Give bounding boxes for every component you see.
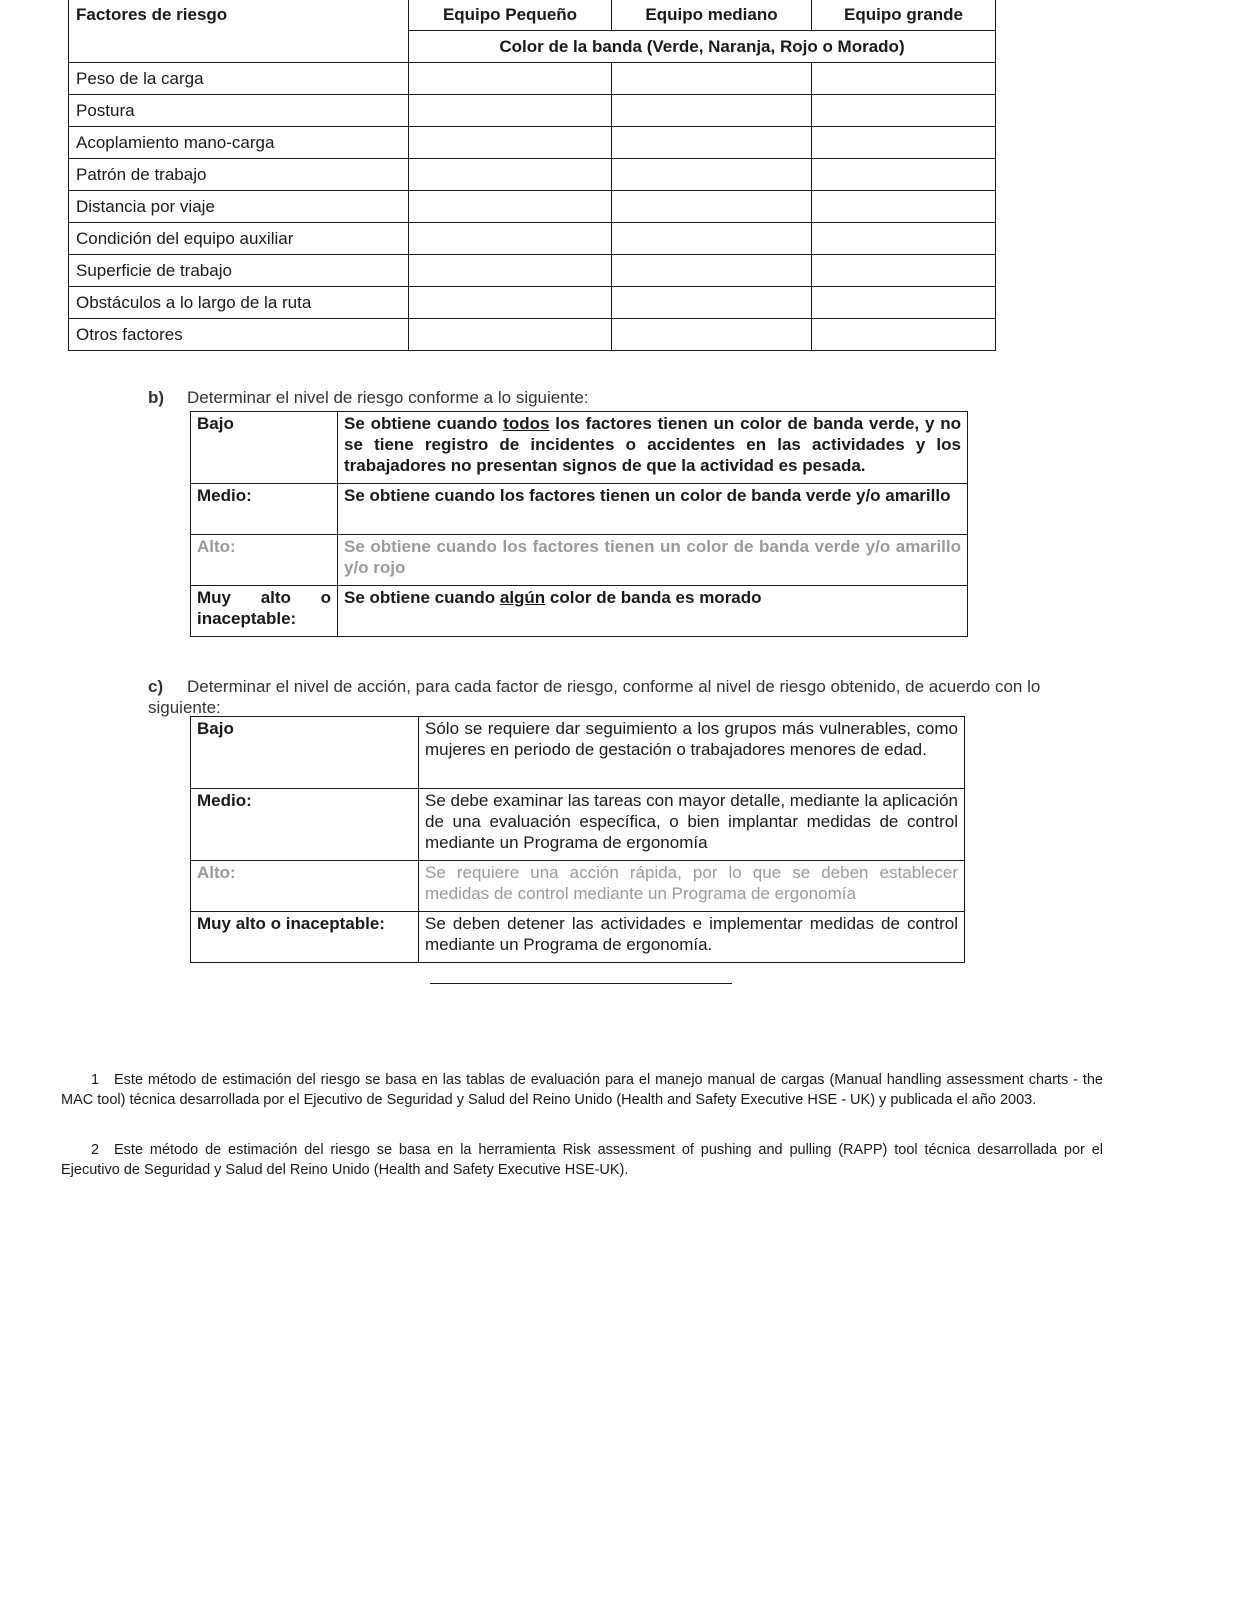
band-cell[interactable] xyxy=(409,159,612,191)
table-row xyxy=(69,63,996,95)
table-row xyxy=(69,255,996,287)
action-level-description: Sólo se requiere dar seguimiento a los grupos más vulnerables, como mujeres en periodo de gestación o trabajadores menores de edad. xyxy=(419,717,965,789)
table-row xyxy=(191,412,968,484)
table-row xyxy=(191,912,965,963)
table-row xyxy=(191,789,965,861)
band-cell[interactable] xyxy=(612,223,812,255)
band-cell[interactable] xyxy=(409,63,612,95)
factor-label: Otros factores xyxy=(69,319,409,351)
table-row xyxy=(69,127,996,159)
band-cell[interactable] xyxy=(612,255,812,287)
action-level-label: Alto: xyxy=(191,861,419,912)
footnote-separator xyxy=(430,983,732,984)
band-cell[interactable] xyxy=(409,95,612,127)
band-cell[interactable] xyxy=(612,159,812,191)
table-row xyxy=(69,159,996,191)
band-cell[interactable] xyxy=(812,223,996,255)
section-b-heading xyxy=(148,388,589,408)
footnote-number: 1 xyxy=(91,1072,100,1088)
band-cell[interactable] xyxy=(409,287,612,319)
band-cell[interactable] xyxy=(812,95,996,127)
band-cell[interactable] xyxy=(812,63,996,95)
band-cell[interactable] xyxy=(812,287,996,319)
action-level-label: Bajo xyxy=(191,717,419,789)
table-row xyxy=(191,586,968,637)
table-row xyxy=(69,223,996,255)
band-cell[interactable] xyxy=(812,127,996,159)
table-row xyxy=(191,717,965,789)
factor-label: Obstáculos a lo largo de la ruta xyxy=(69,287,409,319)
table-row xyxy=(69,319,996,351)
risk-level-table xyxy=(190,411,968,637)
risk-level-label: Muy alto o inaceptable: xyxy=(191,586,338,637)
section-c-text: Determinar el nivel de acción, para cada factor de riesgo, conforme al nivel de riesgo obtenido, de acuerdo con lo siguiente: xyxy=(148,677,1041,717)
factor-label: Acoplamiento mano-carga xyxy=(69,127,409,159)
band-cell[interactable] xyxy=(812,159,996,191)
band-cell[interactable] xyxy=(409,191,612,223)
risk-factors-table xyxy=(68,0,996,351)
factor-label: Distancia por viaje xyxy=(69,191,409,223)
column-header-large: Equipo grande xyxy=(812,0,996,31)
footnote-1 xyxy=(61,1070,1103,1110)
band-cell[interactable] xyxy=(409,223,612,255)
risk-level-description: Se obtiene cuando los factores tienen un color de banda verde y/o amarillo xyxy=(338,484,968,535)
band-cell[interactable] xyxy=(612,127,812,159)
band-cell[interactable] xyxy=(409,319,612,351)
factor-label: Peso de la carga xyxy=(69,63,409,95)
band-cell[interactable] xyxy=(612,63,812,95)
table-row xyxy=(191,535,968,586)
band-cell[interactable] xyxy=(409,127,612,159)
section-b-text: Determinar el nivel de riesgo conforme a lo siguiente: xyxy=(187,388,589,407)
band-cell[interactable] xyxy=(612,95,812,127)
table-row xyxy=(69,95,996,127)
action-level-label: Muy alto o inaceptable: xyxy=(191,912,419,963)
table-row xyxy=(191,484,968,535)
band-color-header: Color de la banda (Verde, Naranja, Rojo o Morado) xyxy=(409,31,996,63)
section-c-letter: c) xyxy=(148,677,164,696)
risk-level-description: Se obtiene cuando todos los factores tienen un color de banda verde, y no se tiene registro de incidentes o accidentes en las actividades y los trabajadores no presentan signos de que la actividad es pesada. xyxy=(338,412,968,484)
column-header-small: Equipo Pequeño xyxy=(409,0,612,31)
factor-label: Condición del equipo auxiliar xyxy=(69,223,409,255)
column-header-medium: Equipo mediano xyxy=(612,0,812,31)
factor-label: Postura xyxy=(69,95,409,127)
band-cell[interactable] xyxy=(812,191,996,223)
band-cell[interactable] xyxy=(612,319,812,351)
footnote-number: 2 xyxy=(91,1142,100,1158)
band-cell[interactable] xyxy=(612,287,812,319)
table-row xyxy=(191,861,965,912)
action-level-description: Se deben detener las actividades e implementar medidas de control mediante un Programa de ergonomía. xyxy=(419,912,965,963)
action-level-description: Se requiere una acción rápida, por lo que se deben establecer medidas de control mediante un Programa de ergonomía xyxy=(419,861,965,912)
risk-level-label: Alto: xyxy=(191,535,338,586)
factor-label: Superficie de trabajo xyxy=(69,255,409,287)
section-b-letter: b) xyxy=(148,388,165,407)
footnote-2 xyxy=(61,1140,1103,1180)
risk-level-description: Se obtiene cuando los factores tienen un color de banda verde y/o amarillo y/o rojo xyxy=(338,535,968,586)
table-header-row xyxy=(69,0,996,31)
footnote-text: Este método de estimación del riesgo se basa en la herramienta Risk assessment of pushing and pulling (RAPP) tool técnica desarrollada por el Ejecutivo de Seguridad y Salud del Reino Unido (Health and Safety Executive HSE-UK). xyxy=(61,1142,1103,1178)
band-cell[interactable] xyxy=(612,191,812,223)
factors-header-cell: Factores de riesgo xyxy=(69,0,409,63)
band-cell[interactable] xyxy=(812,255,996,287)
action-level-description: Se debe examinar las tareas con mayor detalle, mediante la aplicación de una evaluación específica, o bien implantar medidas de control mediante un Programa de ergonomía xyxy=(419,789,965,861)
table-row xyxy=(69,191,996,223)
action-level-table xyxy=(190,716,965,963)
risk-level-label: Medio: xyxy=(191,484,338,535)
footnote-text: Este método de estimación del riesgo se basa en las tablas de evaluación para el manejo manual de cargas (Manual handling assessment charts - the MAC tool) técnica desarrollada por el Ejecutivo de Seguridad y Salud del Reino Unido (Health and Safety Executive HSE - UK) y publicada el año 2003. xyxy=(61,1072,1103,1108)
risk-level-description: Se obtiene cuando algún color de banda es morado xyxy=(338,586,968,637)
section-c-heading xyxy=(148,676,1108,718)
factor-label: Patrón de trabajo xyxy=(69,159,409,191)
risk-level-label: Bajo xyxy=(191,412,338,484)
band-cell[interactable] xyxy=(812,319,996,351)
table-row xyxy=(69,287,996,319)
action-level-label: Medio: xyxy=(191,789,419,861)
band-cell[interactable] xyxy=(409,255,612,287)
